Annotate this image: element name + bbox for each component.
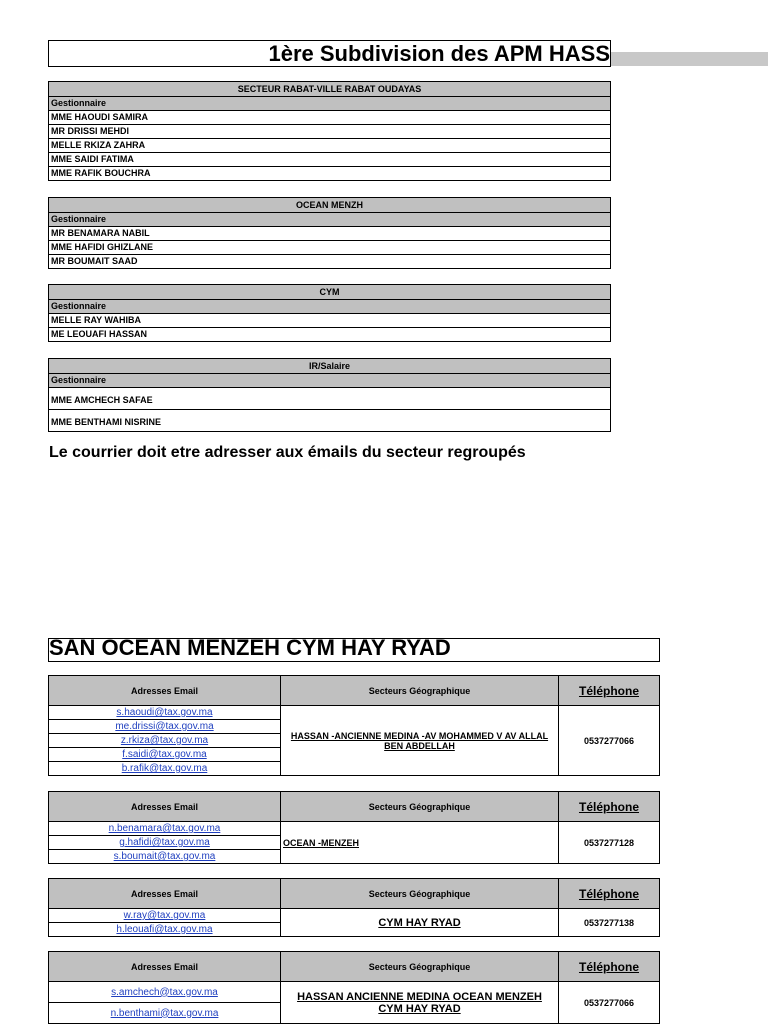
email-cell (49, 720, 281, 734)
email-cell (49, 982, 281, 1003)
manager-name: MELLE RKIZA ZAHRA (49, 139, 611, 153)
contact-table-hassan (48, 675, 660, 776)
manager-name: ME LEOUAFI HASSAN (49, 328, 611, 342)
section-subheader: Gestionnaire (49, 374, 611, 388)
email-link[interactable]: n.benamara@tax.gov.ma (108, 823, 221, 834)
email-header: Adresses Email (49, 792, 281, 822)
manager-name: MELLE RAY WAHIBA (49, 314, 611, 328)
sector-header: Secteurs Géographique (281, 792, 559, 822)
email-cell (49, 822, 281, 836)
manager-name: MR BENAMARA NABIL (49, 227, 611, 241)
phone-header: Téléphone (559, 792, 660, 822)
email-link[interactable]: g.hafidi@tax.gov.ma (119, 837, 210, 848)
email-cell (49, 706, 281, 720)
section-title: OCEAN MENZH (49, 198, 611, 213)
sector-cell: CYM HAY RYAD (281, 909, 559, 937)
email-link[interactable]: z.rkiza@tax.gov.ma (120, 735, 209, 746)
sector-header: Secteurs Géographique (281, 879, 559, 909)
phone-cell: 0537277066 (559, 706, 660, 776)
phone-cell: 0537277066 (559, 982, 660, 1024)
section-subheader: Gestionnaire (49, 300, 611, 314)
top-banner-text: 1ère Subdivision des APM HASS (268, 41, 610, 66)
contact-table-ir (48, 951, 660, 1024)
email-link[interactable]: me.drissi@tax.gov.ma (115, 721, 214, 732)
manager-name: MME RAFIK BOUCHRA (49, 167, 611, 181)
email-cell (49, 850, 281, 864)
email-cell (49, 762, 281, 776)
email-link[interactable]: b.rafik@tax.gov.ma (121, 763, 208, 774)
sector-header: Secteurs Géographique (281, 676, 559, 706)
phone-header: Téléphone (559, 879, 660, 909)
email-cell (49, 734, 281, 748)
contact-table-cym (48, 878, 660, 937)
email-cell (49, 836, 281, 850)
section-title: SECTEUR RABAT-VILLE RABAT OUDAYAS (49, 82, 611, 97)
email-cell (49, 748, 281, 762)
email-header: Adresses Email (49, 879, 281, 909)
email-cell (49, 909, 281, 923)
section-table-ir (48, 358, 611, 432)
section-title: IR/Salaire (49, 359, 611, 374)
phone-header: Téléphone (559, 952, 660, 982)
bottom-banner-text: SAN OCEAN MENZEH CYM HAY RYAD (49, 638, 451, 660)
sector-cell: OCEAN -MENZEH (281, 822, 559, 864)
contact-table-ocean (48, 791, 660, 864)
email-link[interactable]: n.benthami@tax.gov.ma (110, 1007, 219, 1019)
routing-note: Le courrier doit etre adresser aux émails du secteur regroupés (49, 444, 526, 461)
sector-cell: HASSAN -ANCIENNE MEDINA -AV MOHAMMED V AV ALLAL BEN ABDELLAH (281, 706, 559, 776)
manager-name: MME BENTHAMI NISRINE (49, 410, 611, 432)
email-cell (49, 923, 281, 937)
section-table-rabat (48, 81, 611, 181)
grey-band (611, 52, 768, 66)
manager-name: MR BOUMAIT SAAD (49, 255, 611, 269)
manager-name: MME HAFIDI GHIZLANE (49, 241, 611, 255)
phone-cell: 0537277138 (559, 909, 660, 937)
manager-name: MR DRISSI MEHDI (49, 125, 611, 139)
email-link[interactable]: h.leouafi@tax.gov.ma (116, 924, 213, 935)
email-header: Adresses Email (49, 676, 281, 706)
email-link[interactable]: s.amchech@tax.gov.ma (111, 986, 218, 998)
email-link[interactable]: w.ray@tax.gov.ma (123, 910, 206, 921)
manager-name: MME SAIDI FATIMA (49, 153, 611, 167)
phone-header: Téléphone (559, 676, 660, 706)
sector-cell: HASSAN ANCIENNE MEDINA OCEAN MENZEH CYM HAY RYAD (281, 982, 559, 1024)
section-subheader: Gestionnaire (49, 213, 611, 227)
email-cell (49, 1003, 281, 1024)
sector-header: Secteurs Géographique (281, 952, 559, 982)
email-link[interactable]: f.saidi@tax.gov.ma (122, 749, 207, 760)
email-link[interactable]: s.haoudi@tax.gov.ma (116, 707, 213, 718)
manager-name: MME AMCHECH SAFAE (49, 388, 611, 410)
section-table-ocean (48, 197, 611, 269)
email-header: Adresses Email (49, 952, 281, 982)
section-subheader: Gestionnaire (49, 97, 611, 111)
section-title: CYM (49, 285, 611, 300)
manager-name: MME HAOUDI SAMIRA (49, 111, 611, 125)
top-banner (48, 40, 611, 67)
section-table-cym (48, 284, 611, 342)
bottom-banner (48, 638, 660, 662)
email-link[interactable]: s.boumait@tax.gov.ma (113, 851, 216, 862)
phone-cell: 0537277128 (559, 822, 660, 864)
